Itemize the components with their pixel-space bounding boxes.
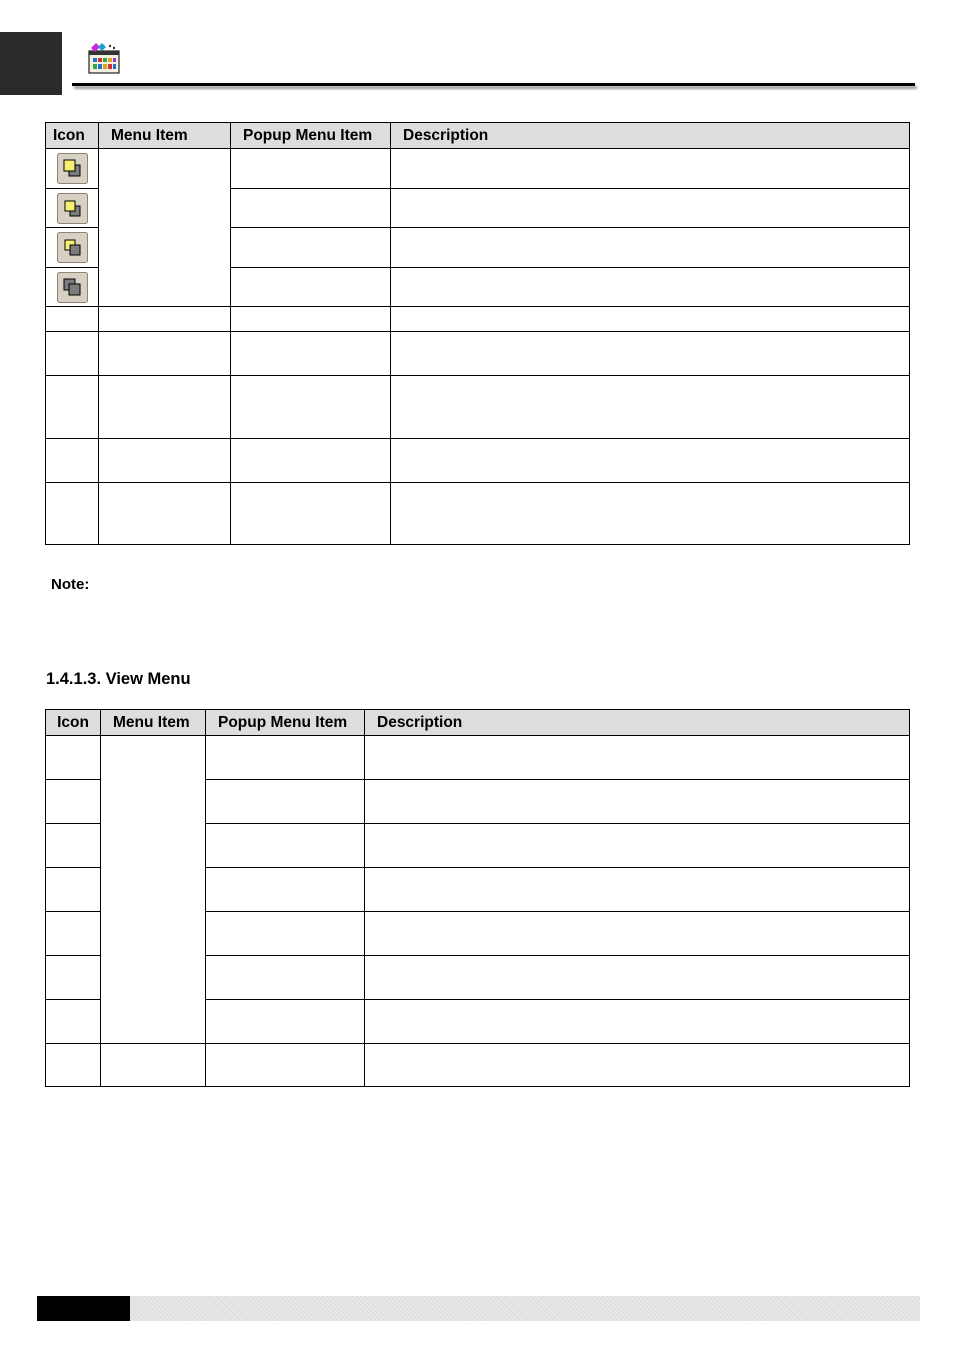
- table-row: [46, 1044, 910, 1087]
- column-header-description: Description: [391, 123, 910, 149]
- table-header-row: [46, 123, 910, 149]
- bring-forward-icon[interactable]: [57, 193, 88, 224]
- description-cell: [365, 736, 910, 780]
- icon-cell: [46, 483, 99, 545]
- arrange-menu-table: [45, 122, 910, 545]
- column-header-icon: Icon: [46, 123, 99, 149]
- menu-item-cell: [99, 439, 231, 483]
- popup-menu-item-cell: [231, 189, 391, 228]
- icon-cell: [46, 149, 99, 189]
- table-row: [46, 332, 910, 376]
- description-cell: [365, 780, 910, 824]
- send-backward-icon[interactable]: [57, 232, 88, 263]
- popup-menu-item-cell: [206, 868, 365, 912]
- icon-cell: [46, 780, 101, 824]
- column-header-menu-item: Menu Item: [101, 710, 206, 736]
- description-cell: [365, 956, 910, 1000]
- popup-menu-item-cell: [206, 1000, 365, 1044]
- popup-menu-item-cell: [206, 824, 365, 868]
- column-header-menu-item: Menu Item: [99, 123, 231, 149]
- icon-cell: [46, 912, 101, 956]
- description-cell: [365, 1000, 910, 1044]
- section-title: 1.4.1.3. View Menu: [46, 670, 191, 688]
- table-row: [46, 307, 910, 332]
- popup-menu-item-cell: [231, 439, 391, 483]
- icon-cell: [46, 307, 99, 332]
- page-number-block: [37, 1296, 130, 1321]
- popup-menu-item-cell: [206, 780, 365, 824]
- description-cell: [391, 376, 910, 439]
- table-header-row: [46, 710, 910, 736]
- column-header-popup-menu-item: Popup Menu Item: [231, 123, 391, 149]
- description-cell: [391, 268, 910, 307]
- icon-cell: [46, 868, 101, 912]
- icon-cell: [46, 1044, 101, 1087]
- menu-item-cell: [101, 736, 206, 1044]
- description-cell: [391, 439, 910, 483]
- icon-cell: [46, 956, 101, 1000]
- icon-cell: [46, 376, 99, 439]
- description-cell: [365, 1044, 910, 1087]
- icon-cell: [46, 189, 99, 228]
- popup-menu-item-cell: [206, 912, 365, 956]
- description-cell: [391, 483, 910, 545]
- icon-cell: [46, 1000, 101, 1044]
- popup-menu-item-cell: [231, 228, 391, 268]
- menu-item-cell: [99, 483, 231, 545]
- menu-item-cell: [99, 149, 231, 307]
- menu-item-cell: [99, 332, 231, 376]
- description-cell: [365, 868, 910, 912]
- description-cell: [365, 912, 910, 956]
- description-cell: [391, 307, 910, 332]
- description-cell: [391, 332, 910, 376]
- description-cell: [391, 189, 910, 228]
- bring-to-front-icon[interactable]: [57, 153, 88, 184]
- footer-bar: [130, 1296, 920, 1321]
- icon-cell: [46, 824, 101, 868]
- description-cell: [365, 824, 910, 868]
- header-rule: [72, 83, 915, 86]
- table-row: [46, 483, 910, 545]
- table-row: [46, 149, 910, 189]
- popup-menu-item-cell: [231, 307, 391, 332]
- table-row: [46, 439, 910, 483]
- popup-menu-item-cell: [206, 956, 365, 1000]
- description-cell: [391, 228, 910, 268]
- icon-cell: [46, 332, 99, 376]
- column-header-popup-menu-item: Popup Menu Item: [206, 710, 365, 736]
- icon-cell: [46, 268, 99, 307]
- popup-menu-item-cell: [206, 736, 365, 780]
- icon-cell: [46, 439, 99, 483]
- menu-item-cell: [99, 307, 231, 332]
- popup-menu-item-cell: [231, 483, 391, 545]
- popup-menu-item-cell: [231, 332, 391, 376]
- popup-menu-item-cell: [231, 149, 391, 189]
- app-palette-icon: [86, 42, 122, 76]
- column-header-icon: Icon: [46, 710, 101, 736]
- view-menu-table: [45, 709, 910, 1087]
- icon-cell: [46, 228, 99, 268]
- description-cell: [391, 149, 910, 189]
- chapter-tab: [0, 32, 62, 95]
- menu-item-cell: [99, 376, 231, 439]
- menu-item-cell: [101, 1044, 206, 1087]
- icon-cell: [46, 736, 101, 780]
- table-row: [46, 736, 910, 780]
- send-to-back-icon[interactable]: [57, 272, 88, 303]
- popup-menu-item-cell: [231, 376, 391, 439]
- column-header-description: Description: [365, 710, 910, 736]
- note-label: Note:: [51, 576, 90, 593]
- popup-menu-item-cell: [206, 1044, 365, 1087]
- table-row: [46, 376, 910, 439]
- popup-menu-item-cell: [231, 268, 391, 307]
